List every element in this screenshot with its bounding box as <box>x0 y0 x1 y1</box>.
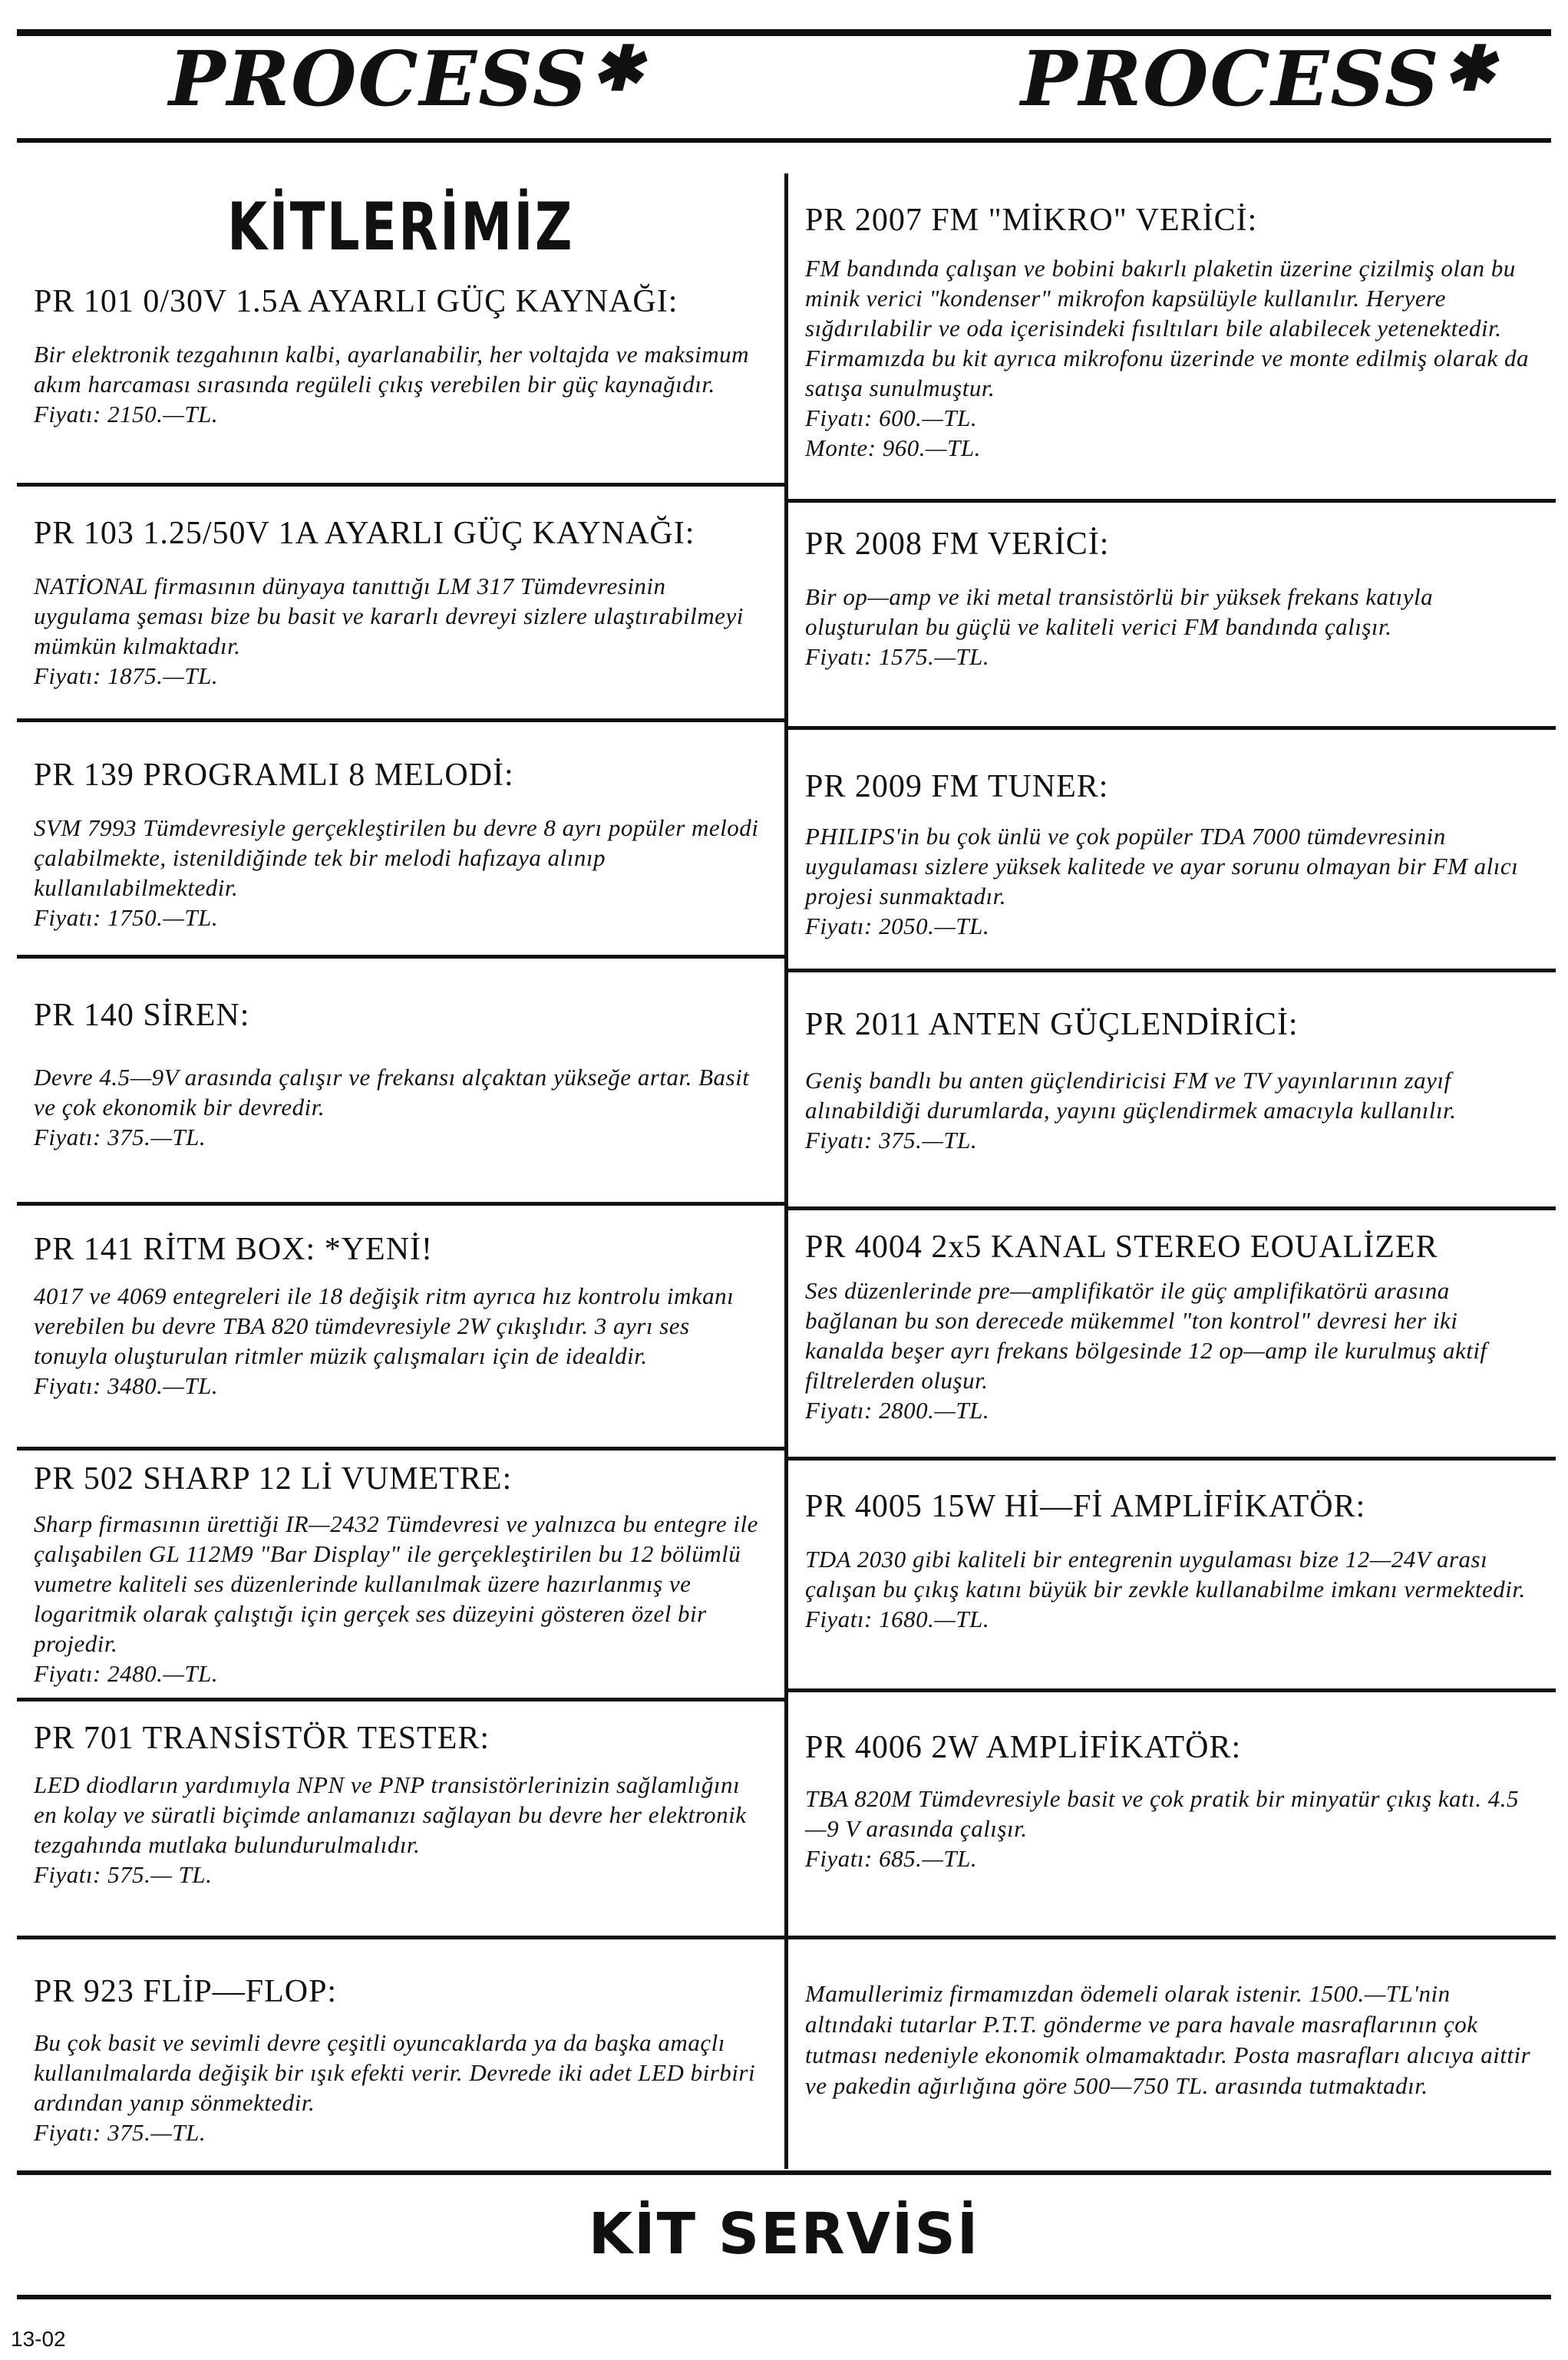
kit-item-pr502 <box>17 1460 784 1688</box>
page-number: 13-02 <box>11 2327 66 2351</box>
kit-item-pr101 <box>17 282 784 429</box>
header-rule <box>17 138 1551 143</box>
kit-description: Ses düzenlerinde pre—amplifikatör ile güç amplifikatörü arasına bağlanan bu son derecede mükemmel "ton kontrol" devresi her iki kanalda beşer ayrı frekans bölgesinde 12 op—amp ile kurulmuş aktif filtrelerden oluşur. <box>805 1277 1487 1395</box>
kit-item-pr4005 <box>788 1487 1551 1634</box>
kit-description: PHILIPS'in bu çok ünlü ve çok popüler TDA 7000 tümdevresinin uygulaması sizlere yüksek kalitede ve ayar sorunu olmayan bir FM alıcı projesi sunmaktadır. <box>805 823 1519 910</box>
brand-right: PROCESS✱ <box>1021 32 1497 124</box>
kit-description: TDA 2030 gibi kaliteli bir entegrenin uygulaması bize 12—24V arası çalışan bu çıkış katını büyük bir zevkle kullanabilme imkanı vermektedir. <box>805 1546 1526 1603</box>
kit-item-pr2011 <box>788 1005 1551 1155</box>
kit-item-pr2007 <box>788 201 1551 463</box>
kit-title: PR 101 0/30V 1.5A AYARLI GÜÇ KAYNAĞI: <box>34 284 678 319</box>
footer-top-rule <box>17 2170 1551 2175</box>
item-separator <box>788 1936 1556 1939</box>
kit-item-pr4004 <box>788 1228 1551 1425</box>
kit-price: Fiyatı: 600.—TL. <box>805 404 978 432</box>
kit-item-pr4006 <box>788 1728 1551 1873</box>
kit-price: Fiyatı: 375.—TL. <box>34 1124 206 1151</box>
item-separator <box>17 1698 784 1702</box>
kit-title: PR 701 TRANSİSTÖR TESTER: <box>34 1721 490 1756</box>
kit-description: LED diodların yardımıyla NPN ve PNP transistörlerinizin sağlamlığını en kolay ve süratli biçimde anlamanızı sağlayan bu devre her elektronik tezgahında mutlaka bulundurulmalıdır. <box>34 1771 747 1859</box>
kit-title: PR 4004 2x5 KANAL STEREO EOUALİZER <box>805 1230 1438 1265</box>
kit-description: Bu çok basit ve sevimli devre çeşitli oyuncaklarda ya da başka amaçlı kullanılmalarda değişik bir ışık efekti verir. Devrede iki adet LED birbiri ardından yanıp sönmektedir. <box>34 2029 756 2117</box>
item-separator <box>17 718 784 722</box>
item-separator <box>788 726 1556 730</box>
kit-description: SVM 7993 Tümdevresiyle gerçekleştirilen bu devre 8 ayrı popüler melodi çalabilmekte, istenildiğinde tek bir melodi hafızaya alınıp kullanılabilmektedir. <box>34 814 759 902</box>
kit-title: PR 2007 FM "MİKRO" VERİCİ: <box>805 203 1258 238</box>
footer-title: KİT SERVİSİ <box>588 2201 980 2267</box>
kit-price-assembled: Monte: 960.—TL. <box>805 434 981 462</box>
kit-price: Fiyatı: 1680.—TL. <box>805 1606 990 1633</box>
kit-price: Fiyatı: 2050.—TL. <box>805 913 990 940</box>
kit-title: PR 139 PROGRAMLI 8 MELODİ: <box>34 758 514 793</box>
kit-description: Geniş bandlı bu anten güçlendiricisi FM ve TV yayınlarının zayıf alınabildiği durumlarda, yayını güçlendirmek amacıyla kullanılır. <box>805 1067 1457 1124</box>
item-separator <box>17 483 784 487</box>
item-separator <box>17 955 784 959</box>
kit-price: Fiyatı: 375.—TL. <box>34 2119 206 2147</box>
item-separator <box>788 969 1556 972</box>
kit-title: PR 2009 FM TUNER: <box>805 769 1109 804</box>
kit-title: PR 2011 ANTEN GÜÇLENDİRİCİ: <box>805 1007 1299 1042</box>
kit-title: PR 4006 2W AMPLİFİKATÖR: <box>805 1730 1242 1765</box>
kit-description: Bir op—amp ve iki metal transistörlü bir yüksek frekans katıyla oluşturulan bu güçlü ve kaliteli verici FM bandında çalışır. <box>805 583 1434 641</box>
kit-description: NATİONAL firmasının dünyaya tanıttığı LM 317 Tümdevresinin uygulama şeması bize bu basit ve kararlı devreyi sizlere ulaştırabilmeyi mümkün kılmaktadır. <box>34 573 744 660</box>
kit-description: 4017 ve 4069 entegreleri ile 18 değişik ritm ayrıca hız kontrolu imkanı verebilen bu devre TBA 820 tümdevresiyle 2W çıkışlıdır. 3 ayrı ses tonuyla oluşturulan ritmler müzik çalışmaları için de idealdir. <box>34 1282 734 1370</box>
kit-price: Fiyatı: 375.—TL. <box>805 1127 978 1154</box>
kit-description: Sharp firmasının ürettiği IR—2432 Tümdevresi ve yalnızca bu entegre ile çalışabilen GL 112M9 "Bar Display" ile gerçekleştirilen bu 12 bölümlü vumetre kaliteli ses düzenlerinde kullanılmak üzere hazırlanmış ve logaritmik olarak çalıştığı için gerçek ses düzeyini gösteren özel bir projedir. <box>34 1510 758 1658</box>
kit-price: Fiyatı: 685.—TL. <box>805 1845 978 1873</box>
item-separator <box>788 1457 1556 1461</box>
kit-item-pr2009 <box>788 767 1551 941</box>
kit-price: Fiyatı: 1575.—TL. <box>805 643 990 671</box>
kit-title: PR 923 FLİP—FLOP: <box>34 1974 338 2009</box>
kit-price: Fiyatı: 2800.—TL. <box>805 1397 990 1424</box>
item-separator <box>788 1206 1556 1210</box>
kit-item-pr923 <box>17 1972 784 2147</box>
kit-item-pr141 <box>17 1230 784 1401</box>
kit-price: Fiyatı: 575.— TL. <box>34 1861 213 1889</box>
footer-bottom-rule <box>17 2295 1551 2299</box>
kit-item-pr103 <box>17 514 784 691</box>
brand-left: PROCESS✱ <box>169 32 645 124</box>
order-note: Mamullerimiz firmamızdan ödemeli olarak istenir. 1500.—TL'nin altındaki tutarlar P.T.T. gönderme ve para havale masraflarının çok tutması nedeniyle ekonomik olmamaktadır. Posta masrafları alıcıya aittir ve pakedin ağırlığına göre 500—750 TL. arasında tutmaktadır. <box>805 1980 1531 2099</box>
kit-item-pr701 <box>17 1719 784 1890</box>
kit-description: Devre 4.5—9V arasında çalışır ve frekansı alçaktan yükseğe artar. Basit ve çok ekonomik bir devredir. <box>34 1064 750 1121</box>
item-separator <box>788 1688 1556 1692</box>
item-separator <box>788 499 1556 503</box>
kit-title: PR 140 SİREN: <box>34 998 250 1033</box>
kit-description: TBA 820M Tümdevresiyle basit ve çok pratik bir minyatür çıkış katı. 4.5—9 V arasında çalışır. <box>805 1785 1520 1843</box>
item-separator <box>17 1936 784 1939</box>
kit-title: PR 103 1.25/50V 1A AYARLI GÜÇ KAYNAĞI: <box>34 516 695 551</box>
kit-price: Fiyatı: 3480.—TL. <box>34 1372 219 1400</box>
kit-item-pr140 <box>17 996 784 1152</box>
kit-description: FM bandında çalışan ve bobini bakırlı plaketin üzerine çizilmiş olan bu minik verici "kondenser" mikrofon kapsülüyle kullanılır. Heryere sığdırılabilir ve oda içerisindeki fısıltıları bile alabilecek yetenektedir. Firmamızda bu kit ayrıca mikrofonu üzerinde ve monte edilmiş olarak da satışa sunulmuştur. <box>805 255 1530 402</box>
kit-item-pr2008 <box>788 525 1551 672</box>
item-separator <box>17 1202 784 1206</box>
kit-item-pr139 <box>17 756 784 932</box>
item-separator <box>17 1447 784 1451</box>
section-title: KİTLERİMİZ <box>227 189 574 266</box>
order-note-box <box>788 1979 1551 2101</box>
kit-price: Fiyatı: 2150.—TL. <box>34 401 219 428</box>
kit-price: Fiyatı: 1875.—TL. <box>34 662 219 690</box>
kit-title: PR 4005 15W Hİ—Fİ AMPLİFİKATÖR: <box>805 1489 1366 1524</box>
kit-title: PR 2008 FM VERİCİ: <box>805 526 1110 562</box>
kit-title: PR 141 RİTM BOX: *YENİ! <box>34 1232 434 1267</box>
kit-price: Fiyatı: 1750.—TL. <box>34 904 219 932</box>
kit-price: Fiyatı: 2480.—TL. <box>34 1660 219 1688</box>
kit-description: Bir elektronik tezgahının kalbi, ayarlanabilir, her voltajda ve maksimum akım harcaması sırasında regüleli çıkış verebilen bir güç kaynağıdır. <box>34 341 749 398</box>
kit-title: PR 502 SHARP 12 Lİ VUMETRE: <box>34 1461 513 1497</box>
